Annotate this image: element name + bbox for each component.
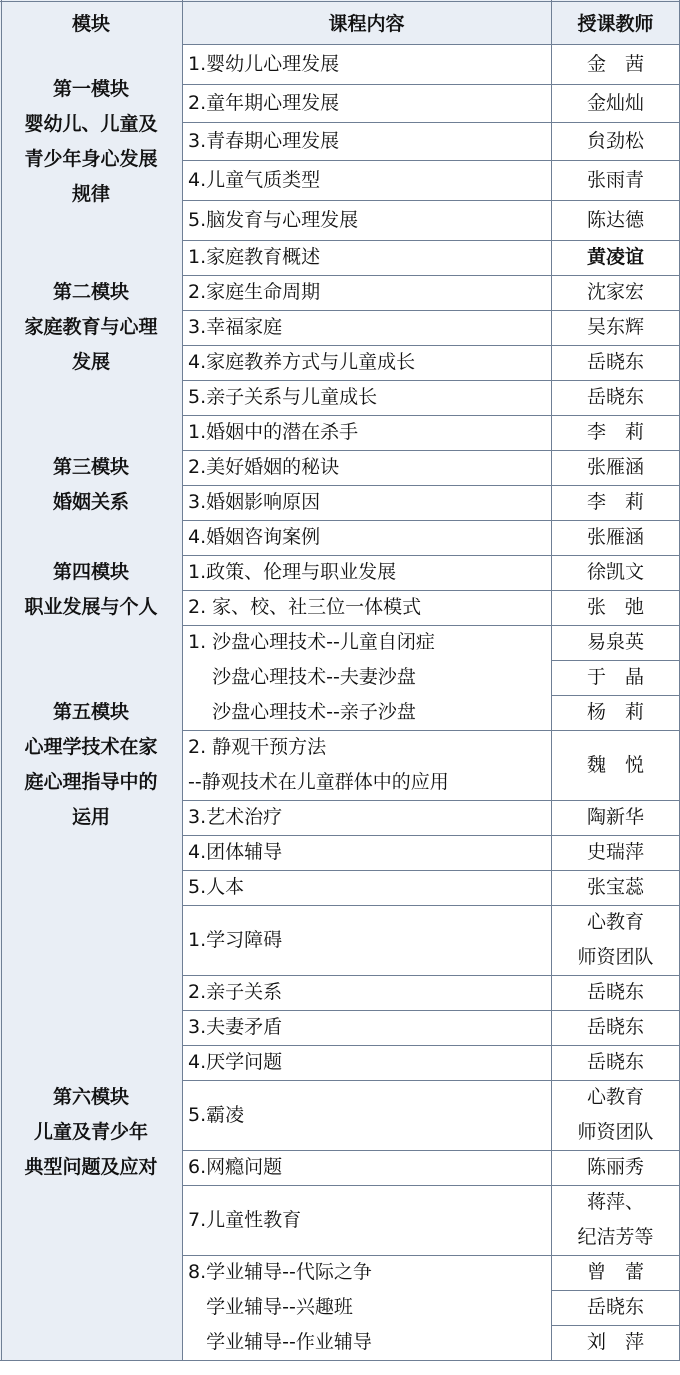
teacher-cell	[551, 870, 680, 905]
teacher-name-line: 陈丽秀	[586, 1156, 644, 1178]
teacher-name-line: 岳晓东	[586, 351, 644, 373]
teacher-name-line: 岳晓东	[586, 1051, 644, 1073]
teacher-name-line: 陈达德	[586, 208, 644, 231]
course-item	[182, 240, 551, 275]
course-item	[182, 555, 551, 590]
course-line: 3.青春期心理发展	[188, 129, 340, 152]
module-title-line: 婴幼儿、儿童及	[24, 113, 158, 135]
teacher-name-line: 蒋萍、	[586, 1191, 644, 1213]
module-title-line: 第二模块	[52, 281, 129, 303]
teacher-name-line: 张宝蕊	[586, 876, 644, 898]
teacher-cell	[551, 310, 680, 345]
teacher-cell	[551, 555, 680, 590]
teacher-cell	[551, 835, 680, 870]
course-line: --静观技术在儿童群体中的应用	[188, 771, 449, 793]
teacher-cell	[551, 1255, 680, 1290]
course-line: 6.网瘾问题	[188, 1156, 283, 1178]
course-item	[182, 275, 551, 310]
course-item	[182, 1150, 551, 1185]
course-item	[182, 1255, 551, 1360]
teacher-name-line: 张雁涵	[586, 456, 644, 478]
teacher-cell	[551, 1325, 680, 1360]
teacher-name-line: 陶新华	[586, 806, 644, 828]
course-item	[182, 520, 551, 555]
teacher-name-line: 刘 萍	[586, 1331, 644, 1353]
course-line: 3.婚姻影响原因	[188, 491, 321, 513]
course-line: 1. 沙盘心理技术--儿童自闭症	[188, 631, 435, 653]
course-line: 沙盘心理技术--夫妻沙盘	[188, 666, 416, 688]
course-item	[182, 450, 551, 485]
grid-line	[551, 0, 552, 1360]
course-line: 1.婴幼儿心理发展	[188, 52, 340, 75]
header-teacher: 授课教师	[551, 0, 680, 44]
header-module: 模块	[0, 0, 182, 44]
course-line: 2.美好婚姻的秘诀	[188, 456, 340, 478]
teacher-name-line: 纪洁芳等	[577, 1226, 654, 1248]
grid-line	[0, 1360, 680, 1361]
module-cell	[0, 555, 182, 625]
grid-line	[679, 0, 680, 1360]
course-line: 2.童年期心理发展	[188, 91, 340, 114]
course-item	[182, 160, 551, 200]
teacher-cell	[551, 485, 680, 520]
header-content: 课程内容	[182, 0, 551, 44]
course-item	[182, 84, 551, 122]
course-item	[182, 1185, 551, 1255]
teacher-cell	[551, 160, 680, 200]
course-line: 5.脑发育与心理发展	[188, 208, 359, 231]
module-cell	[0, 905, 182, 1360]
teacher-cell	[551, 200, 680, 240]
teacher-cell	[551, 1010, 680, 1045]
course-line: 2. 家、校、社三位一体模式	[188, 596, 422, 618]
module-title-line: 发展	[71, 351, 110, 373]
course-line: 沙盘心理技术--亲子沙盘	[188, 701, 416, 723]
course-item	[182, 485, 551, 520]
teacher-name-line: 岳晓东	[586, 1296, 644, 1318]
course-line: 学业辅导--兴趣班	[188, 1296, 353, 1318]
course-line: 学业辅导--作业辅导	[188, 1331, 372, 1353]
teacher-name-line: 徐凯文	[586, 561, 644, 583]
course-line: 2. 静观干预方法	[188, 736, 327, 758]
teacher-name-line: 曾 蕾	[586, 1261, 644, 1283]
teacher-cell	[551, 415, 680, 450]
teacher-name-line: 易泉英	[586, 631, 644, 653]
course-item	[182, 975, 551, 1010]
course-item	[182, 200, 551, 240]
course-item	[182, 625, 551, 730]
module-title-line: 儿童及青少年	[33, 1121, 148, 1143]
course-line: 5.霸凌	[188, 1103, 245, 1126]
teacher-name-line: 岳晓东	[586, 1016, 644, 1038]
module-title-line: 第三模块	[52, 456, 129, 478]
course-item	[182, 310, 551, 345]
course-line: 4.家庭教养方式与儿童成长	[188, 351, 416, 373]
module-cell	[0, 44, 182, 240]
module-title-line: 典型问题及应对	[24, 1156, 158, 1178]
grid-line	[1, 0, 2, 1360]
module-title-line: 庭心理指导中的	[24, 771, 158, 793]
teacher-name-line: 师资团队	[577, 1121, 654, 1143]
module-title-line: 第四模块	[52, 561, 129, 583]
course-item	[182, 870, 551, 905]
course-item	[182, 1010, 551, 1045]
module-title-line: 运用	[71, 806, 110, 828]
module-cell	[0, 625, 182, 905]
course-line: 1.政策、伦理与职业发展	[188, 561, 397, 583]
teacher-cell	[551, 975, 680, 1010]
module-title-line: 婚姻关系	[52, 491, 129, 513]
module-title-line: 青少年身心发展	[24, 148, 158, 170]
teacher-name-line: 张雨青	[586, 168, 644, 191]
module-cell	[0, 415, 182, 555]
course-line: 3.艺术治疗	[188, 806, 283, 828]
module-title-line: 第六模块	[52, 1086, 129, 1108]
teacher-name-line: 魏 悦	[586, 753, 644, 776]
teacher-cell	[551, 1045, 680, 1080]
teacher-cell	[551, 1150, 680, 1185]
teacher-cell	[551, 695, 680, 730]
course-line: 5.亲子关系与儿童成长	[188, 386, 378, 408]
course-line: 3.幸福家庭	[188, 316, 283, 338]
teacher-cell	[551, 1080, 680, 1150]
teacher-cell	[551, 380, 680, 415]
teacher-name-line: 金 茜	[586, 52, 644, 75]
teacher-name-line: 贠劲松	[586, 129, 644, 152]
course-line: 8.学业辅导--代际之争	[188, 1261, 372, 1283]
teacher-name-line: 心教育	[586, 911, 644, 933]
teacher-name-line: 李 莉	[586, 421, 644, 443]
course-item	[182, 415, 551, 450]
course-line: 1.学习障碍	[188, 928, 283, 951]
teacher-name-line: 岳晓东	[586, 981, 644, 1003]
course-item	[182, 44, 551, 84]
course-item	[182, 380, 551, 415]
course-item	[182, 800, 551, 835]
teacher-cell	[551, 44, 680, 84]
teacher-cell	[551, 730, 680, 800]
teacher-name-line: 黄凌谊	[586, 246, 644, 268]
grid-line	[182, 0, 183, 1360]
course-line: 5.人本	[188, 876, 245, 898]
module-title-line: 家庭教育与心理	[24, 316, 158, 338]
course-line: 2.亲子关系	[188, 981, 283, 1003]
teacher-cell	[551, 275, 680, 310]
teacher-name-line: 师资团队	[577, 946, 654, 968]
module-title-line: 规律	[71, 183, 110, 205]
teacher-cell	[551, 345, 680, 380]
teacher-cell	[551, 240, 680, 275]
course-line: 7.儿童性教育	[188, 1208, 302, 1231]
module-title-line: 职业发展与个人	[24, 596, 158, 618]
teacher-cell	[551, 905, 680, 975]
teacher-name-line: 张雁涵	[586, 526, 644, 548]
course-line: 1.婚姻中的潜在杀手	[188, 421, 359, 443]
course-line: 4.厌学问题	[188, 1051, 283, 1073]
course-item	[182, 122, 551, 160]
course-item	[182, 905, 551, 975]
teacher-cell	[551, 625, 680, 660]
teacher-name-line: 沈家宏	[586, 281, 644, 303]
course-line: 1.家庭教育概述	[188, 246, 321, 268]
course-item	[182, 590, 551, 625]
module-title-line: 第五模块	[52, 701, 129, 723]
course-line: 3.夫妻矛盾	[188, 1016, 283, 1038]
teacher-cell	[551, 1185, 680, 1255]
teacher-cell	[551, 1290, 680, 1325]
teacher-name-line: 史瑞萍	[586, 841, 644, 863]
module-title-line: 心理学技术在家	[24, 736, 158, 758]
module-title-line: 第一模块	[52, 78, 129, 100]
teacher-name-line: 心教育	[586, 1086, 644, 1108]
course-line: 4.婚姻咨询案例	[188, 526, 321, 548]
teacher-cell	[551, 660, 680, 695]
teacher-cell	[551, 122, 680, 160]
course-item	[182, 1045, 551, 1080]
grid-line	[0, 1, 680, 2]
teacher-name-line: 岳晓东	[586, 386, 644, 408]
course-line: 4.团体辅导	[188, 841, 283, 863]
course-item	[182, 730, 551, 800]
course-line: 4.儿童气质类型	[188, 168, 321, 191]
course-line: 2.家庭生命周期	[188, 281, 321, 303]
teacher-cell	[551, 800, 680, 835]
teacher-cell	[551, 84, 680, 122]
teacher-cell	[551, 520, 680, 555]
course-item	[182, 835, 551, 870]
teacher-name-line: 吴东辉	[586, 316, 644, 338]
course-item	[182, 1080, 551, 1150]
teacher-name-line: 李 莉	[586, 491, 644, 513]
teacher-name-line: 张 弛	[586, 596, 644, 618]
teacher-cell	[551, 450, 680, 485]
teacher-name-line: 于 晶	[586, 666, 644, 688]
teacher-name-line: 杨 莉	[586, 701, 644, 723]
teacher-name-line: 金灿灿	[586, 91, 644, 114]
teacher-cell	[551, 590, 680, 625]
course-item	[182, 345, 551, 380]
module-cell	[0, 240, 182, 415]
